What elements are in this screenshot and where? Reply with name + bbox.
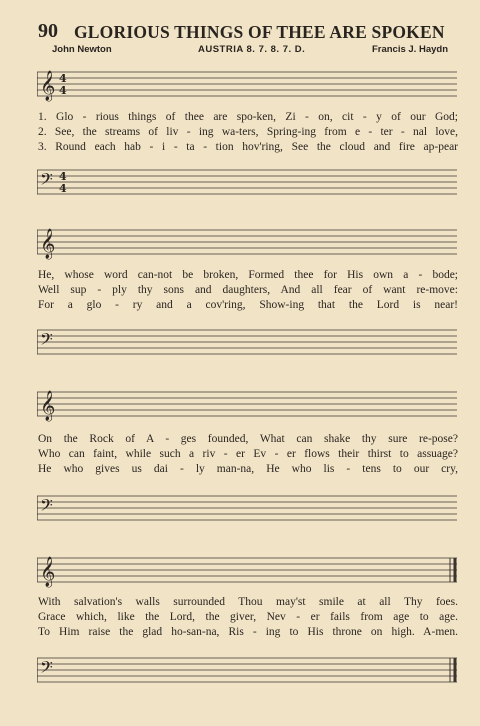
svg-text:𝄢: 𝄢 (40, 657, 53, 681)
lyric-line: 2. See, the streams of liv - ing wa-ters, Spring-ing from e - ter - nal love, (38, 126, 458, 138)
lyric-line: He who gives us dai - ly man-na, He who lis - tens to our cry, (38, 463, 458, 475)
lyric-line: He, whose word can-not be broken, Formed thee for His own a - bode; (38, 269, 458, 281)
hymn-credits (38, 44, 448, 60)
svg-text:𝄞: 𝄞 (40, 557, 56, 587)
composer-credit: Francis J. Haydn (371, 44, 448, 55)
treble-staff (37, 222, 457, 259)
svg-text:𝄞: 𝄞 (40, 391, 56, 421)
hymn-title: GLORIOUS THINGS OF THEE ARE SPOKEN (74, 22, 445, 42)
bass-staff (37, 488, 457, 519)
svg-text:4: 4 (59, 72, 67, 85)
treble-staff (37, 64, 457, 101)
svg-text:𝄢: 𝄢 (40, 169, 53, 193)
treble-staff (37, 550, 457, 587)
lyric-line: Grace which, like the Lord, the giver, Nev - er fails from age to age. (38, 611, 458, 623)
svg-text:4: 4 (59, 170, 67, 183)
svg-text:4: 4 (59, 182, 67, 195)
lyric-line: 3. Round each hab - i - ta - tion hov'ring, See the cloud and fire ap-pear (38, 141, 458, 153)
lyric-line: Well sup - ply thy sons and daughters, And all fear of want re-move: (38, 284, 458, 296)
lyric-line: On the Rock of A - ges founded, What can shake thy sure re-pose? (38, 433, 458, 445)
svg-text:4: 4 (59, 84, 67, 97)
svg-text:𝄢: 𝄢 (40, 495, 53, 519)
lyric-line: For a glo - ry and a cov'ring, Show-ing that the Lord is near! (38, 299, 458, 311)
svg-text:𝄞: 𝄞 (40, 71, 56, 101)
lyric-line: Who can faint, while such a riv - er Ev - er flows their thirst to assuage? (38, 448, 458, 460)
bass-staff (37, 322, 457, 353)
tune-meter: AUSTRIA 8. 7. 8. 7. D. (198, 44, 306, 55)
lyric-line: To Him raise the glad ho-san-na, Ris - ing to His throne on high. A-men. (38, 626, 458, 638)
svg-text:𝄢: 𝄢 (40, 329, 53, 353)
hymn-number: 90 (38, 20, 58, 42)
author-credit: John Newton (52, 44, 112, 55)
lyric-line: 1. Glo - rious things of thee are spo-ken, Zi - on, cit - y of our God; (38, 111, 458, 123)
lyric-line: With salvation's walls surrounded Thou may'st smile at all Thy foes. (38, 596, 458, 608)
treble-staff (37, 384, 457, 421)
svg-text:𝄞: 𝄞 (40, 229, 56, 259)
bass-staff (37, 162, 457, 195)
bass-staff (37, 650, 457, 681)
